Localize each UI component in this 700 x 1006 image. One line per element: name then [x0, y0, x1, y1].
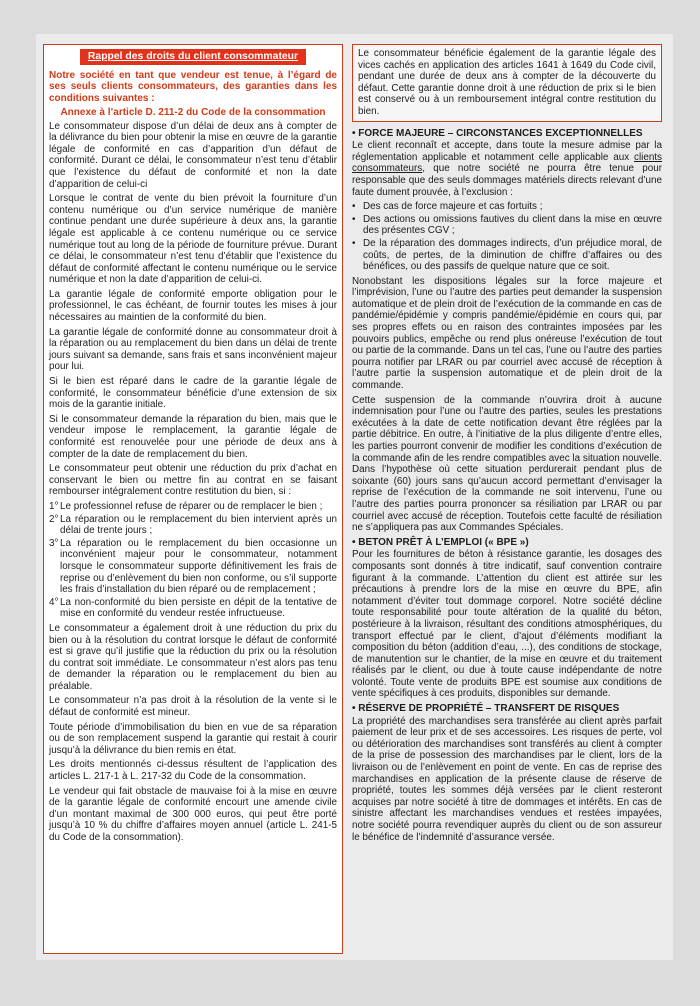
paragraph: Cette suspension de la commande n’ouvrira droit à aucune indemnisation pour l’une ou l’autre des parties, seules les prestations exécutées à la date de cette notification devant être réglées par la partie débitrice. En outre, à l’initiative de la plus diligente d’entre elles, les parties pourront convenir de modifier les conditions d’exécution de la commande afin de les rendre compatibles avec la situation nouvelle. Dans l’hypothèse où cette situation perdurerait pendant plus de soixante (60) jours sans qu’aucun accord permettant d’envisager la reprise de l’exécution de la commande ne soit intervenu, l’une ou l’autre des parties pourra prononcer sa résiliation par LRAR ou par courriel avec accusé de réception. Toutefois cette faculté de résiliation ne s’appliquera pas aux Commandes Spéciales.: [352, 394, 662, 534]
consumer-rights-column: [43, 44, 343, 954]
list-marker: 4°: [49, 596, 59, 608]
paragraph: La garantie légale de conformité emporte obligation pour le professionnel, le cas échéant, de fournir toutes les mises à jour nécessaires au maintien de la conformité du bien.: [49, 288, 337, 324]
list-item: [49, 597, 337, 620]
list-marker: 3°: [49, 537, 59, 549]
list-item-text: La non-conformité du bien persiste en dépit de la tentative de mise en conformité du vendeur restée infructueuse.: [60, 596, 337, 620]
paragraph: [352, 140, 662, 198]
list-marker: 1°: [49, 500, 59, 512]
list-item-text: De la réparation des dommages indirects, d’un préjudice moral, de coûts, de pertes, de la diminution de chiffre d’affaires ou des bénéfices, ou des passifs de quelque nature que ce soit.: [363, 237, 662, 273]
bpe-heading: • BETON PRÊT À L’EMPLOI (« BPE »): [352, 536, 529, 548]
list-item: [352, 201, 662, 213]
list-item: [352, 238, 662, 273]
list-item-text: Le professionnel refuse de réparer ou de remplacer le bien ;: [60, 500, 323, 512]
list-item-text: La réparation ou le remplacement du bien occasionne un inconvénient majeur pour le consommateur, notamment lorsque le consommateur supporte définitivement les frais de reprise ou d’enlèvement du bien non conforme, ou s’il supporte les frais d’installation du bien réparé ou de remplacement ;: [60, 537, 337, 596]
text-run: , que notre société ne pourra être tenue pour responsable que des seuls dommages matériels directs relevant d’une faute dument prouvée, à l’exclusion :: [352, 163, 662, 198]
paragraph: Pour les fournitures de béton à résistance garantie, les dosages des composants sont donnés à titre indicatif, sauf convention contraire figurant à la commande. L’attention du client est attirée sur les précautions à prendre lors de la mise en œuvre du BPE, afin notamment d’éviter tout dommage corporel. Notre société décline toute responsabilité pour toute altération de la qualité du béton, postérieure à la livraison, résultant des conditions atmosphériques, du transport effectué par le client, d’ajout d’éléments modifiant la composition du béton (addition d’eau, ...), des conditions de stockage, de manutention sur le chantier, de la mise en œuvre et du traitement réalisés par le client, ou due à toute cause indépendante de notre volonté. Toute vente de produits BPE est soumise aux conditions de vente spécifiques à ces produits, disponibles sur demande.: [352, 549, 662, 700]
bullet-icon: •: [352, 213, 356, 225]
paragraph: Le vendeur qui fait obstacle de mauvaise foi à la mise en œuvre de la garantie légale de conformité encourt une amende civile d’un montant maximal de 300 000 euros, qui peut être porté jusqu’à 10 % du chiffre d’affaires moyen annuel (article L. 241-5 du Code de la consommation).: [49, 785, 337, 844]
paragraph: Les droits mentionnés ci-dessus résultent de l’application des articles L. 217-1 à L. 217-32 du Code de la consommation.: [49, 759, 337, 783]
paragraph: Le consommateur dispose d’un délai de deux ans à compter de la délivrance du bien pour obtenir la mise en œuvre de la garantie légale de conformité en cas d’apparition d’un défaut de conformité. Durant ce délai, le consommateur n’est tenu d’établir que l’existence du défaut de conformité et non la date d’apparition de celui-ci: [49, 120, 337, 190]
paragraph: Le consommateur n’a pas droit à la résolution de la vente si le défaut de conformité est mineur.: [49, 695, 337, 719]
list-item: [49, 501, 337, 513]
exclusions-list: [352, 201, 662, 273]
paragraph: Si le bien est réparé dans le cadre de la garantie légale de conformité, le consommateur bénéficie d’une extension de six mois de la garantie initiale.: [49, 376, 337, 411]
list-item-text: Des actions ou omissions fautives du client dans la mise en œuvre des présentes CGV ;: [363, 213, 662, 237]
paragraph: Nonobstant les dispositions légales sur la force majeure et l’imprévision, l’une ou l’autre des parties peut demander la suspension automatique et de plein droit de l’exécution de la commande en cas de pandémie/épidémie y compris pandémie/épidémie en cours qui, par ses propres effets ou en raison des contraintes imposées par les pouvoirs publics, empêche ou rend plus onéreuse l’exécution de tout ou partie de la commande. Dans un tel cas, l’une ou l’autre des parties pourra notifier par LRAR ou par courriel avec accusé de réception à l’autre partie la suspension automatique et de plein droit de la commande.: [352, 275, 662, 392]
paragraph: Si le consommateur demande la réparation du bien, mais que le vendeur impose le remplacement, la garantie légale de conformité est renouvelée pour une période de deux ans à compter de la date de remplacement du bien.: [49, 413, 337, 460]
paragraph: Le consommateur a également droit à une réduction du prix du bien ou à la résolution du contrat lorsque le défaut de conformité est si grave qu’il justifie que la réduction du prix ou la résolution du contrat soit immédiate. Le consommateur n’est alors pas tenu de demander la réparation ou le remplacement du bien au préalable.: [49, 622, 337, 692]
annex-heading: Annexe à l’article D. 211-2 du Code de la consommation: [60, 106, 326, 118]
consumer-rights-title: Rappel des droits du client consommateur: [80, 49, 306, 65]
hidden-defects-text: Le consommateur bénéficie également de la garantie légale des vices cachés en application des articles 1641 à 1649 du Code civil, pendant une durée de deux ans à compter de la découverte du défaut. Cette garantie donne droit à une réduction de prix si le bien est conservé ou à un remboursement intégral contre restitution du bien.: [358, 48, 656, 117]
list-item: [49, 514, 337, 537]
terms-column: [352, 44, 662, 954]
conditions-list: [49, 501, 337, 620]
intro-text: Notre société en tant que vendeur est tenue, à l’égard de ses seuls clients consommateurs, des garanties dans les conditions suivantes :: [49, 69, 337, 105]
text-run: Le client reconnaît et accepte, dans toute la mesure admise par la réglementation applicable et notamment celle applicable aux: [352, 140, 662, 163]
paragraph: La garantie légale de conformité donne au consommateur droit à la réparation ou au remplacement du bien dans un délai de trente jours suivant sa demande, sans frais et sans inconvénient majeur pour lui.: [49, 326, 337, 373]
underlined-text: clients consommateurs: [352, 151, 662, 175]
list-item-text: Des cas de force majeure et cas fortuits ;: [363, 201, 543, 213]
bullet-icon: •: [352, 201, 356, 213]
force-majeure-heading: • FORCE MAJEURE – CIRCONSTANCES EXCEPTIONNELLES: [352, 127, 643, 139]
paragraph: Lorsque le contrat de vente du bien prévoit la fourniture d’un contenu numérique ou d’un service numérique de manière continue pendant une durée supérieure à deux ans, la garantie légale est applicable à ce contenu numérique ou ce service numérique tout au long de la période de fourniture prévue. Durant ce délai, le consommateur n’est tenu d’établir que l’existence du défaut de conformité affectant le contenu numérique ou le service numérique et non la date d’apparition de celui-ci.: [49, 193, 337, 286]
paragraph: Le consommateur peut obtenir une réduction du prix d’achat en conservant le bien ou mettre fin au contrat en se faisant rembourser intégralement contre restitution du bien, si :: [49, 463, 337, 498]
bullet-icon: •: [352, 237, 356, 249]
list-item: [49, 538, 337, 596]
section-title: [49, 49, 337, 65]
list-item: [352, 214, 662, 237]
paragraph: Toute période d’immobilisation du bien en vue de sa réparation ou de son remplacement suspend la garantie qui restait à courir jusqu’à la délivrance du bien remis en état.: [49, 721, 337, 756]
hidden-defects-box: [352, 44, 662, 122]
paragraph: La propriété des marchandises sera transférée au client après parfait paiement de leur prix et de ses accessoires. Les risques de perte, vol ou détérioration des marchandises sont transférés au client à compter de la prise de possession des marchandises par le client, lors de la livraison ou de l’enlèvement en point de vente. En cas de reprise des marchandises en application de la présente clause de réserve de propriété, toutes les sommes déjà versées par le client resteront acquises par notre société à titre de dommages et intérêts. En cas de sinistre affectant les marchandises vendues et restées impayées, notre société pourra revendiquer auprès du client ou de son assureur le bénéfice de l’indemnité d’assurance versée.: [352, 715, 662, 843]
list-marker: 2°: [49, 513, 59, 525]
reservation-heading: • RÉSERVE DE PROPRIÉTÉ – TRANSFERT DE RISQUES: [352, 703, 620, 715]
list-item-text: La réparation ou le remplacement du bien intervient après un délai de trente jours ;: [60, 513, 337, 537]
